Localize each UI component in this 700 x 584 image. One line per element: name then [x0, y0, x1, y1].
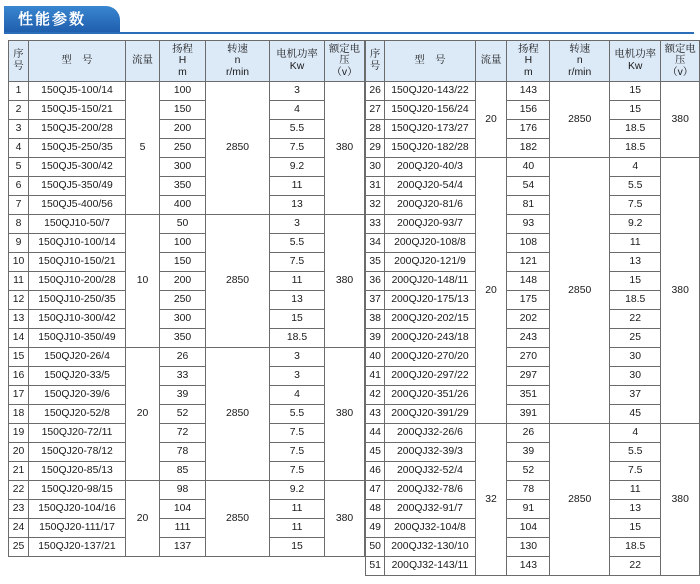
cell-power: 7.5: [270, 253, 325, 272]
cell-power: 7.5: [270, 424, 325, 443]
cell-seq: 17: [9, 386, 29, 405]
table-row: [366, 367, 700, 386]
cell-power: 5.5: [270, 120, 325, 139]
table-row: [9, 348, 365, 367]
cell-voltage: 380: [661, 82, 700, 158]
table-row: [366, 481, 700, 500]
cell-power: 15: [610, 519, 661, 538]
cell-seq: 36: [366, 272, 385, 291]
table-row: [366, 139, 700, 158]
header-speed: 转速 n r/min: [550, 41, 610, 82]
cell-power: 37: [610, 386, 661, 405]
table-row: [9, 405, 365, 424]
cell-speed: 2850: [206, 348, 270, 481]
cell-head: 148: [507, 272, 550, 291]
table-row: [9, 462, 365, 481]
cell-power: 22: [610, 557, 661, 576]
cell-power: 5.5: [270, 405, 325, 424]
cell-power: 4: [610, 424, 661, 443]
cell-model: 150QJ20-85/13: [29, 462, 126, 481]
cell-head: 98: [160, 481, 206, 500]
table-row: [9, 101, 365, 120]
cell-model: 150QJ20-26/4: [29, 348, 126, 367]
cell-model: 150QJ20-156/24: [385, 101, 476, 120]
cell-seq: 44: [366, 424, 385, 443]
section-header: [4, 6, 694, 38]
table-row: [9, 310, 365, 329]
table-row: [366, 500, 700, 519]
cell-model: 150QJ20-78/12: [29, 443, 126, 462]
cell-head: 297: [507, 367, 550, 386]
table-row: [366, 177, 700, 196]
cell-flow: 32: [475, 424, 507, 576]
cell-seq: 48: [366, 500, 385, 519]
cell-power: 15: [610, 101, 661, 120]
table-row: [366, 310, 700, 329]
cell-seq: 15: [9, 348, 29, 367]
cell-head: 85: [160, 462, 206, 481]
cell-power: 18.5: [610, 139, 661, 158]
cell-voltage: 380: [325, 82, 365, 215]
cell-flow: 20: [126, 348, 160, 481]
table-row: [9, 272, 365, 291]
cell-model: 200QJ32-130/10: [385, 538, 476, 557]
header-voltage: 额定电压 （v）: [325, 41, 365, 82]
cell-seq: 43: [366, 405, 385, 424]
table-row: [366, 329, 700, 348]
section-title: 性能参数: [18, 10, 87, 28]
header-power: 电机功率 Kw: [610, 41, 661, 82]
header-flow: 流量: [126, 41, 160, 82]
cell-model: 200QJ20-81/6: [385, 196, 476, 215]
cell-power: 5.5: [610, 443, 661, 462]
table-row: [366, 348, 700, 367]
cell-seq: 49: [366, 519, 385, 538]
cell-head: 26: [160, 348, 206, 367]
cell-seq: 20: [9, 443, 29, 462]
cell-seq: 47: [366, 481, 385, 500]
cell-model: 200QJ32-104/8: [385, 519, 476, 538]
cell-seq: 24: [9, 519, 29, 538]
cell-power: 5.5: [610, 177, 661, 196]
cell-seq: 34: [366, 234, 385, 253]
cell-head: 175: [507, 291, 550, 310]
cell-model: 200QJ20-243/18: [385, 329, 476, 348]
cell-seq: 31: [366, 177, 385, 196]
cell-seq: 29: [366, 139, 385, 158]
table-row: [9, 291, 365, 310]
cell-seq: 42: [366, 386, 385, 405]
cell-head: 40: [507, 158, 550, 177]
cell-power: 7.5: [270, 462, 325, 481]
cell-model: 150QJ10-50/7: [29, 215, 126, 234]
table-row: [366, 82, 700, 101]
cell-seq: 50: [366, 538, 385, 557]
cell-seq: 2: [9, 101, 29, 120]
cell-model: 150QJ5-250/35: [29, 139, 126, 158]
cell-power: 5.5: [270, 234, 325, 253]
cell-head: 143: [507, 557, 550, 576]
table-header-row: [366, 41, 700, 82]
cell-head: 121: [507, 253, 550, 272]
cell-power: 9.2: [610, 215, 661, 234]
cell-voltage: 380: [325, 215, 365, 348]
cell-power: 4: [270, 101, 325, 120]
cell-head: 243: [507, 329, 550, 348]
cell-model: 200QJ20-270/20: [385, 348, 476, 367]
cell-seq: 33: [366, 215, 385, 234]
cell-model: 200QJ20-121/9: [385, 253, 476, 272]
table-row: [366, 101, 700, 120]
cell-speed: 2850: [550, 424, 610, 576]
table-row: [9, 519, 365, 538]
cell-power: 13: [610, 253, 661, 272]
cell-model: 200QJ20-148/11: [385, 272, 476, 291]
cell-power: 18.5: [610, 291, 661, 310]
cell-head: 104: [507, 519, 550, 538]
cell-head: 33: [160, 367, 206, 386]
cell-seq: 45: [366, 443, 385, 462]
cell-speed: 2850: [550, 82, 610, 158]
cell-head: 54: [507, 177, 550, 196]
cell-seq: 39: [366, 329, 385, 348]
cell-model: 150QJ20-182/28: [385, 139, 476, 158]
cell-power: 30: [610, 367, 661, 386]
cell-speed: 2850: [206, 481, 270, 557]
table-header-row: [9, 41, 365, 82]
cell-power: 4: [270, 386, 325, 405]
cell-model: 200QJ32-52/4: [385, 462, 476, 481]
cell-model: 150QJ5-150/21: [29, 101, 126, 120]
header-voltage: 额定电压 （v）: [661, 41, 700, 82]
cell-power: 9.2: [270, 158, 325, 177]
cell-power: 11: [610, 481, 661, 500]
cell-head: 250: [160, 291, 206, 310]
cell-seq: 10: [9, 253, 29, 272]
cell-seq: 46: [366, 462, 385, 481]
cell-flow: 20: [475, 158, 507, 424]
cell-head: 300: [160, 158, 206, 177]
header-power: 电机功率 Kw: [270, 41, 325, 82]
table-row: [9, 139, 365, 158]
cell-voltage: 380: [661, 424, 700, 576]
table-row: [9, 538, 365, 557]
cell-head: 200: [160, 120, 206, 139]
cell-model: 200QJ20-108/8: [385, 234, 476, 253]
cell-model: 150QJ20-173/27: [385, 120, 476, 139]
cell-head: 250: [160, 139, 206, 158]
cell-head: 111: [160, 519, 206, 538]
cell-seq: 11: [9, 272, 29, 291]
table-row: [366, 234, 700, 253]
cell-head: 50: [160, 215, 206, 234]
cell-seq: 30: [366, 158, 385, 177]
cell-head: 52: [507, 462, 550, 481]
spec-table-left: [8, 40, 365, 557]
cell-power: 15: [610, 272, 661, 291]
cell-speed: 2850: [206, 215, 270, 348]
cell-power: 15: [610, 82, 661, 101]
cell-model: 150QJ20-52/8: [29, 405, 126, 424]
cell-power: 45: [610, 405, 661, 424]
cell-power: 15: [270, 310, 325, 329]
cell-seq: 40: [366, 348, 385, 367]
table-row: [366, 424, 700, 443]
cell-power: 13: [270, 196, 325, 215]
cell-model: 150QJ5-350/49: [29, 177, 126, 196]
cell-power: 7.5: [270, 443, 325, 462]
cell-head: 93: [507, 215, 550, 234]
table-row: [366, 120, 700, 139]
cell-power: 9.2: [270, 481, 325, 500]
cell-power: 11: [270, 519, 325, 538]
cell-head: 108: [507, 234, 550, 253]
cell-voltage: 380: [325, 348, 365, 481]
cell-head: 26: [507, 424, 550, 443]
cell-head: 182: [507, 139, 550, 158]
cell-head: 100: [160, 234, 206, 253]
cell-model: 200QJ32-39/3: [385, 443, 476, 462]
cell-seq: 23: [9, 500, 29, 519]
cell-power: 15: [270, 538, 325, 557]
cell-head: 52: [160, 405, 206, 424]
cell-model: 150QJ20-98/15: [29, 481, 126, 500]
cell-seq: 21: [9, 462, 29, 481]
cell-power: 13: [610, 500, 661, 519]
cell-speed: 2850: [550, 158, 610, 424]
cell-model: 200QJ20-351/26: [385, 386, 476, 405]
table-row: [366, 253, 700, 272]
cell-model: 150QJ5-200/28: [29, 120, 126, 139]
cell-speed: 2850: [206, 82, 270, 215]
cell-power: 3: [270, 215, 325, 234]
cell-seq: 13: [9, 310, 29, 329]
cell-power: 4: [610, 158, 661, 177]
cell-model: 200QJ20-93/7: [385, 215, 476, 234]
header-head: 扬程 H m: [507, 41, 550, 82]
table-row: [366, 557, 700, 576]
cell-voltage: 380: [325, 481, 365, 557]
cell-seq: 16: [9, 367, 29, 386]
header-model: 型 号: [385, 41, 476, 82]
table-row: [9, 253, 365, 272]
cell-seq: 3: [9, 120, 29, 139]
cell-seq: 7: [9, 196, 29, 215]
cell-model: 150QJ20-33/5: [29, 367, 126, 386]
cell-model: 200QJ20-40/3: [385, 158, 476, 177]
cell-model: 150QJ20-39/6: [29, 386, 126, 405]
table-row: [9, 481, 365, 500]
header-speed: 转速 n r/min: [206, 41, 270, 82]
table-row: [9, 234, 365, 253]
header-seq: 序 号: [366, 41, 385, 82]
table-row: [9, 424, 365, 443]
cell-head: 150: [160, 101, 206, 120]
cell-seq: 4: [9, 139, 29, 158]
table-row: [9, 329, 365, 348]
cell-head: 39: [160, 386, 206, 405]
cell-head: 137: [160, 538, 206, 557]
cell-head: 156: [507, 101, 550, 120]
cell-power: 7.5: [610, 196, 661, 215]
cell-flow: 20: [126, 481, 160, 557]
cell-head: 39: [507, 443, 550, 462]
cell-head: 391: [507, 405, 550, 424]
cell-model: 200QJ20-297/22: [385, 367, 476, 386]
cell-power: 25: [610, 329, 661, 348]
cell-seq: 18: [9, 405, 29, 424]
cell-head: 202: [507, 310, 550, 329]
cell-seq: 51: [366, 557, 385, 576]
cell-power: 3: [270, 367, 325, 386]
cell-seq: 25: [9, 538, 29, 557]
cell-model: 150QJ5-100/14: [29, 82, 126, 101]
cell-seq: 32: [366, 196, 385, 215]
header-model: 型 号: [29, 41, 126, 82]
cell-power: 30: [610, 348, 661, 367]
spec-table-right: [365, 40, 700, 576]
cell-seq: 5: [9, 158, 29, 177]
cell-head: 350: [160, 177, 206, 196]
table-row: [366, 462, 700, 481]
cell-seq: 6: [9, 177, 29, 196]
cell-power: 18.5: [270, 329, 325, 348]
cell-head: 143: [507, 82, 550, 101]
cell-power: 18.5: [610, 120, 661, 139]
cell-head: 351: [507, 386, 550, 405]
cell-seq: 14: [9, 329, 29, 348]
cell-model: 150QJ10-300/42: [29, 310, 126, 329]
cell-head: 300: [160, 310, 206, 329]
cell-model: 200QJ32-78/6: [385, 481, 476, 500]
cell-model: 150QJ20-72/11: [29, 424, 126, 443]
cell-head: 270: [507, 348, 550, 367]
table-row: [9, 120, 365, 139]
cell-power: 22: [610, 310, 661, 329]
table-row: [9, 500, 365, 519]
cell-power: 11: [270, 500, 325, 519]
cell-seq: 27: [366, 101, 385, 120]
cell-head: 81: [507, 196, 550, 215]
cell-model: 150QJ10-150/21: [29, 253, 126, 272]
cell-seq: 9: [9, 234, 29, 253]
cell-model: 200QJ32-143/11: [385, 557, 476, 576]
cell-power: 11: [270, 272, 325, 291]
cell-head: 400: [160, 196, 206, 215]
cell-model: 200QJ20-54/4: [385, 177, 476, 196]
cell-model: 150QJ10-200/28: [29, 272, 126, 291]
section-divider: [4, 32, 694, 34]
cell-seq: 8: [9, 215, 29, 234]
table-row: [366, 291, 700, 310]
cell-seq: 35: [366, 253, 385, 272]
cell-power: 13: [270, 291, 325, 310]
cell-seq: 12: [9, 291, 29, 310]
cell-model: 150QJ20-104/16: [29, 500, 126, 519]
header-head: 扬程 H m: [160, 41, 206, 82]
cell-head: 104: [160, 500, 206, 519]
cell-model: 200QJ20-202/15: [385, 310, 476, 329]
cell-model: 200QJ32-91/7: [385, 500, 476, 519]
cell-model: 150QJ10-350/49: [29, 329, 126, 348]
cell-head: 78: [160, 443, 206, 462]
cell-seq: 1: [9, 82, 29, 101]
cell-head: 176: [507, 120, 550, 139]
cell-power: 18.5: [610, 538, 661, 557]
cell-seq: 22: [9, 481, 29, 500]
table-row: [9, 215, 365, 234]
table-row: [366, 538, 700, 557]
table-row: [366, 386, 700, 405]
cell-seq: 38: [366, 310, 385, 329]
header-flow: 流量: [475, 41, 507, 82]
cell-head: 78: [507, 481, 550, 500]
cell-model: 150QJ5-400/56: [29, 196, 126, 215]
header-seq: 序 号: [9, 41, 29, 82]
cell-head: 100: [160, 82, 206, 101]
cell-voltage: 380: [661, 158, 700, 424]
table-row: [366, 405, 700, 424]
cell-seq: 37: [366, 291, 385, 310]
cell-seq: 26: [366, 82, 385, 101]
cell-model: 150QJ20-137/21: [29, 538, 126, 557]
cell-power: 11: [610, 234, 661, 253]
cell-seq: 19: [9, 424, 29, 443]
table-row: [9, 177, 365, 196]
cell-power: 3: [270, 348, 325, 367]
cell-model: 150QJ20-111/17: [29, 519, 126, 538]
cell-power: 7.5: [270, 139, 325, 158]
cell-seq: 41: [366, 367, 385, 386]
table-row: [9, 196, 365, 215]
cell-flow: 5: [126, 82, 160, 215]
cell-model: 150QJ10-100/14: [29, 234, 126, 253]
cell-head: 91: [507, 500, 550, 519]
cell-head: 130: [507, 538, 550, 557]
table-row: [9, 386, 365, 405]
table-row: [366, 158, 700, 177]
cell-model: 150QJ5-300/42: [29, 158, 126, 177]
table-row: [366, 215, 700, 234]
cell-head: 72: [160, 424, 206, 443]
table-row: [366, 443, 700, 462]
cell-model: 150QJ20-143/22: [385, 82, 476, 101]
cell-power: 7.5: [610, 462, 661, 481]
cell-flow: 10: [126, 215, 160, 348]
cell-seq: 28: [366, 120, 385, 139]
table-row: [366, 272, 700, 291]
cell-head: 350: [160, 329, 206, 348]
section-title-tab: [4, 6, 120, 32]
table-row: [366, 519, 700, 538]
cell-power: 3: [270, 82, 325, 101]
cell-head: 200: [160, 272, 206, 291]
cell-head: 150: [160, 253, 206, 272]
table-row: [9, 82, 365, 101]
cell-model: 200QJ20-391/29: [385, 405, 476, 424]
cell-flow: 20: [475, 82, 507, 158]
cell-model: 200QJ32-26/6: [385, 424, 476, 443]
cell-power: 11: [270, 177, 325, 196]
table-row: [9, 367, 365, 386]
table-row: [366, 196, 700, 215]
cell-model: 150QJ10-250/35: [29, 291, 126, 310]
table-row: [9, 158, 365, 177]
table-row: [9, 443, 365, 462]
cell-model: 200QJ20-175/13: [385, 291, 476, 310]
